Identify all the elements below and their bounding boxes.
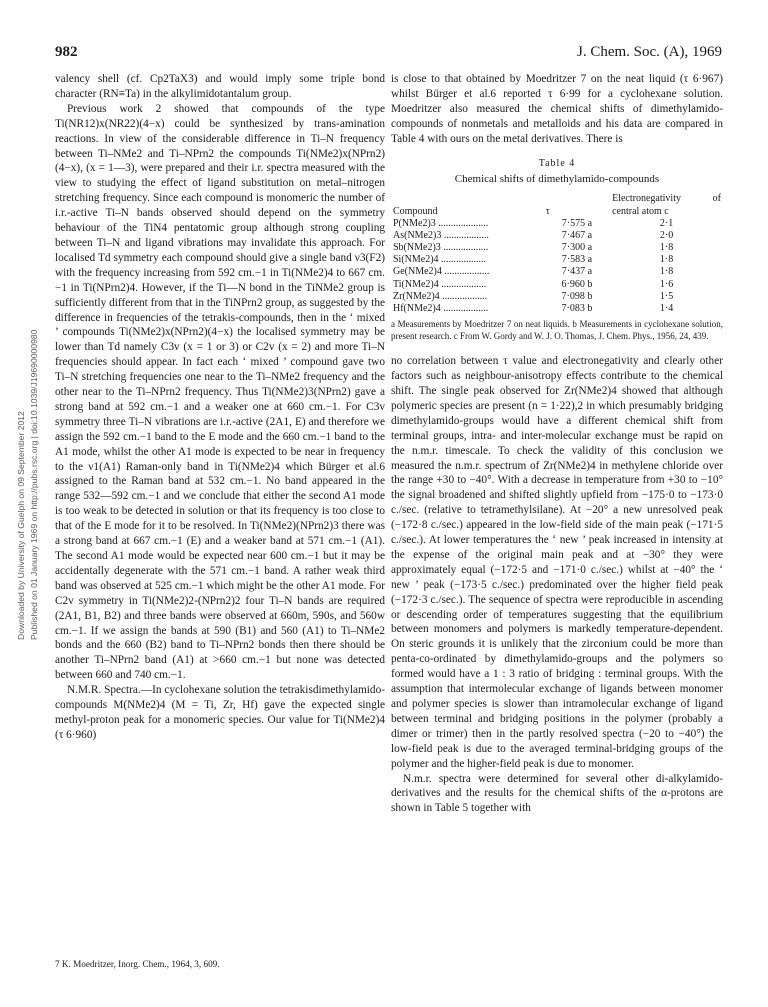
right-column — [391, 72, 723, 816]
table-row — [391, 279, 723, 291]
paragraph-valency: valency shell (cf. Cp2TaX3) and would imply some triple bond character (RN≡Ta) in the alkylimidotantalum group. — [55, 73, 385, 100]
table-row — [391, 242, 723, 254]
table-row — [391, 218, 723, 230]
journal-title: J. Chem. Soc. (A), 1969 — [577, 44, 722, 60]
table-row — [391, 303, 723, 315]
cell-electronegativity: 1·6 — [659, 278, 674, 290]
page-number: 982 — [55, 44, 78, 60]
chemical-shifts-table — [391, 192, 723, 316]
paragraph-moedritzer: is close to that obtained by Moedritzer 7 on the neat liquid (τ 6·967) whilst Bürger et al.6 reported τ 6·99 for a cyclohexane solution. Moedritzer also measured the chemical shifts of dimethylamido-compounds of nonmetals and metalloids and his data are compared in Table 4 with ours on the metal derivatives. There is — [391, 73, 723, 145]
paragraph-no-correlation: no correlation between τ value and electronegativity and clearly other factors such as neighbour-anisotropy effects contribute to the chemical shift. The single peak observed for Zr(NMe2)4 showed that although polymeric species are present (n = 1·22),2 in which presumably bridging dimethylamido-groups would have a different chemical shift from terminal groups, intra- and inter-molecular exchange must be rapid on the n.m.r. timescale. To check the validity of this conclusion we measured the n.m.r. spectrum of Zr(NMe2)4 in methylene chloride over the range +30 to −40°. With a decrease in temperature from +30 to −10° the signal broadened and shifted slightly upfield from −175·0 to −173·0 c./sec. (relative to tetramethylsilane). At −20° a new unresolved peak (−172·8 c./sec.) appeared in the low-field side of the main peak (−171·5 c./sec.). At lower temperatures the ‘ new ’ peak increased in intensity at the expense of the original main peak and at −30° they were approximately equal (−172·5 and −171·0 c./sec.) whilst at −40° the ‘ new ’ peak (−173·5 c./sec.) predominated over the higher field peak (−172·3 c./sec.). The sequence of spectra were reproducible in ascending or descending order of temperatures suggesting that the equilibrium between monomers and polymers is markedly temperature-dependent. On steric grounds it is unlikely that the zirconium could be more than penta-co-ordinated by dimethylamido-groups and the polymers so formed would have a 1 : 3 ratio of bridging : terminal groups. With the assumption that intermolecular exchange of ligands between monomer and polymer species is slower than intramolecular exchange of ligand between terminal and bridging positions in the polymer (probably a dimer or trimer) then in the partly resolved spectra (−20 to −40°) the low-field peak is due to the averaged terminal-bridging groups of the polymer and the higher-field peak is due to monomer. — [391, 355, 723, 770]
table-label: Table 4 — [538, 157, 576, 169]
cell-electronegativity: 1·8 — [659, 254, 674, 266]
cell-electronegativity: 1·5 — [659, 290, 674, 302]
cell-compound: Sb(NMe2)3 .................. — [393, 241, 489, 253]
cell-electronegativity: 2·1 — [659, 217, 674, 229]
cell-tau: 7·575 a — [561, 217, 593, 229]
table-notes: a Measurements by Moedritzer 7 on neat liquids. b Measurements in cyclohexane solution, present research. c From W. Gordy and W. J. O. Thomas, J. Chem. Phys., 1956, 24, 439. — [391, 319, 723, 341]
cell-compound: As(NMe2)3 .................. — [393, 229, 489, 241]
footnote: 7 K. Moedritzer, Inorg. Chem., 1964, 3, 609. — [55, 959, 220, 969]
cell-tau: 7·098 b — [561, 290, 593, 302]
header-tau: τ — [545, 205, 550, 217]
cell-compound: Si(NMe2)4 .................. — [393, 254, 487, 266]
table-row — [391, 266, 723, 278]
header-compound: Compound — [393, 205, 438, 217]
cell-compound: Ge(NMe2)4 .................. — [393, 266, 490, 278]
cell-compound: Hf(NMe2)4 .................. — [393, 302, 489, 314]
paragraph-nmr-other: N.m.r. spectra were determined for several other di-alkylamido-derivatives and the results for the chemical shifts of the α-protons are shown in Table 5 together with — [391, 772, 723, 815]
cell-tau: 7·437 a — [561, 266, 593, 278]
cell-compound: P(NMe2)3 .................... — [393, 217, 489, 229]
left-column — [55, 72, 385, 743]
table-caption: Chemical shifts of dimethylamido-compounds — [454, 172, 660, 185]
cell-electronegativity: 2·0 — [659, 229, 674, 241]
cell-compound: Zr(NMe2)4 .................. — [393, 290, 488, 302]
cell-tau: 6·960 b — [561, 278, 593, 290]
header-electronegativity: Electronegativity of central atom c — [612, 192, 721, 217]
paragraph-nmr-spectra: N.M.R. Spectra.—In cyclohexane solution the tetrakisdimethylamido-compounds M(NMe2)4 (M = Ti, Zr, Hf) gave the expected single methyl-proton peak for a monomeric species. Our value for Ti(NMe2)4 (τ 6·960) — [55, 684, 385, 741]
publication-note: Published on 01 January 1969 on http://pubs.rsc.org | doi:10.1039/J19690000980 — [29, 329, 39, 640]
download-note: Downloaded by University of Guelph on 09 September 2012 — [16, 411, 26, 640]
cell-tau: 7·467 a — [561, 229, 593, 241]
table-row — [391, 230, 723, 242]
cell-tau: 7·300 a — [561, 241, 593, 253]
table-4 — [391, 157, 723, 343]
cell-electronegativity: 1·4 — [659, 302, 674, 314]
cell-tau: 7·083 b — [561, 302, 593, 314]
cell-tau: 7·583 a — [561, 254, 593, 266]
table-row — [391, 254, 723, 266]
cell-electronegativity: 1·8 — [659, 266, 674, 278]
cell-electronegativity: 1·8 — [659, 241, 674, 253]
paragraph-previous-work: Previous work 2 showed that compounds of the type Ti(NR12)x(NR22)(4−x) could be synthesized by trans-amination reactions. In view of the considerable difference in Ti–N frequency between Ti–NMe2 and Ti–NPrn2 the compounds Ti(NMe2)x(NPrn2)(4−x), (x = 1—3), were prepared and their i.r. spectra measured with the view to studying the effect of ligand substitution on metal–nitrogen stretching frequency. Since each compound is monomeric the number of i.r.-active Ti–N bands observed should depend on the symmetry behaviour of the TiN4 pentatomic group although strong coupling between Ti–N and ligand vibrations may invalidate this approach. For localised Td symmetry each compound should give a single band ν3(F2) with the frequency increasing from 592 cm.−1 in Ti(NMe2)4 to 667 cm.−1 in Ti(NPrn2)4. However, if the Ti—N bond in the TiNMe2 group is sufficiently different from that in the TiNPrn2 group, as suggested by the difference in frequencies of the tetrakis-compounds, then in the ‘ mixed ’ compounds Ti(NMe2)x(NPrn2)(4−x) the localised symmetry may be lower than Td namely C3v (x = 1 or 3) or C2v (x = 2) and more Ti–N frequencies should appear. In fact each ‘ mixed ’ compound gave two Ti–N stretching frequencies one near to the Ti–NMe2 frequency and the other near to the Ti–NPrn2 frequency. Thus Ti(NMe2)3(NPrn2) gave a strong band at 592 cm.−1 and a weaker one at 660 cm.−1. For C3v symmetry three Ti–N vibrations are i.r.-active (2A1, E) and therefore we assign the 592 cm.−1 band to the E mode and the 660 cm.−1 band to the A1 mode, whilst the other A1 mode is expected to be near in frequency to the ν1(A1) Raman-only band in Ti(NMe2)4 which Bürger et al.6 assigned to the Raman band at 532 cm.−1. No band appeared in the range 532—592 cm.−1 and we conclude that either the second A1 mode is too weak to be detected in solution or that its frequency is too close to that of the E mode for it to be resolved. In Ti(NMe2)(NPrn2)3 there was a strong band at 667 cm.−1 (E) and a weaker band at 571 cm.−1 (A1). The second A1 mode would be expected near 600 cm.−1 but it may be accidentally degenerate with the 571 cm.−1 band. A rather weak third band was observed at 525 cm.−1 which might be the other A1 mode. For C2v symmetry in Ti(NMe2)2-(NPrn2)2 four Ti–N bands are required (2A1, B1, B2) and three bands were observed at 660m, 590s, and 560w cm.−1. If we assign the bands at 590 (B1) and 560 (A1) to Ti–NMe2 bonds and the 660 (B2) band to Ti–NPrn2 bonds then there should be another Ti–NPrn2 band (A1) at >660 cm.−1 but none was detected between 660 and 740 cm.−1. — [55, 102, 385, 682]
table-row — [391, 291, 723, 303]
cell-compound: Ti(NMe2)4 .................. — [393, 278, 487, 290]
